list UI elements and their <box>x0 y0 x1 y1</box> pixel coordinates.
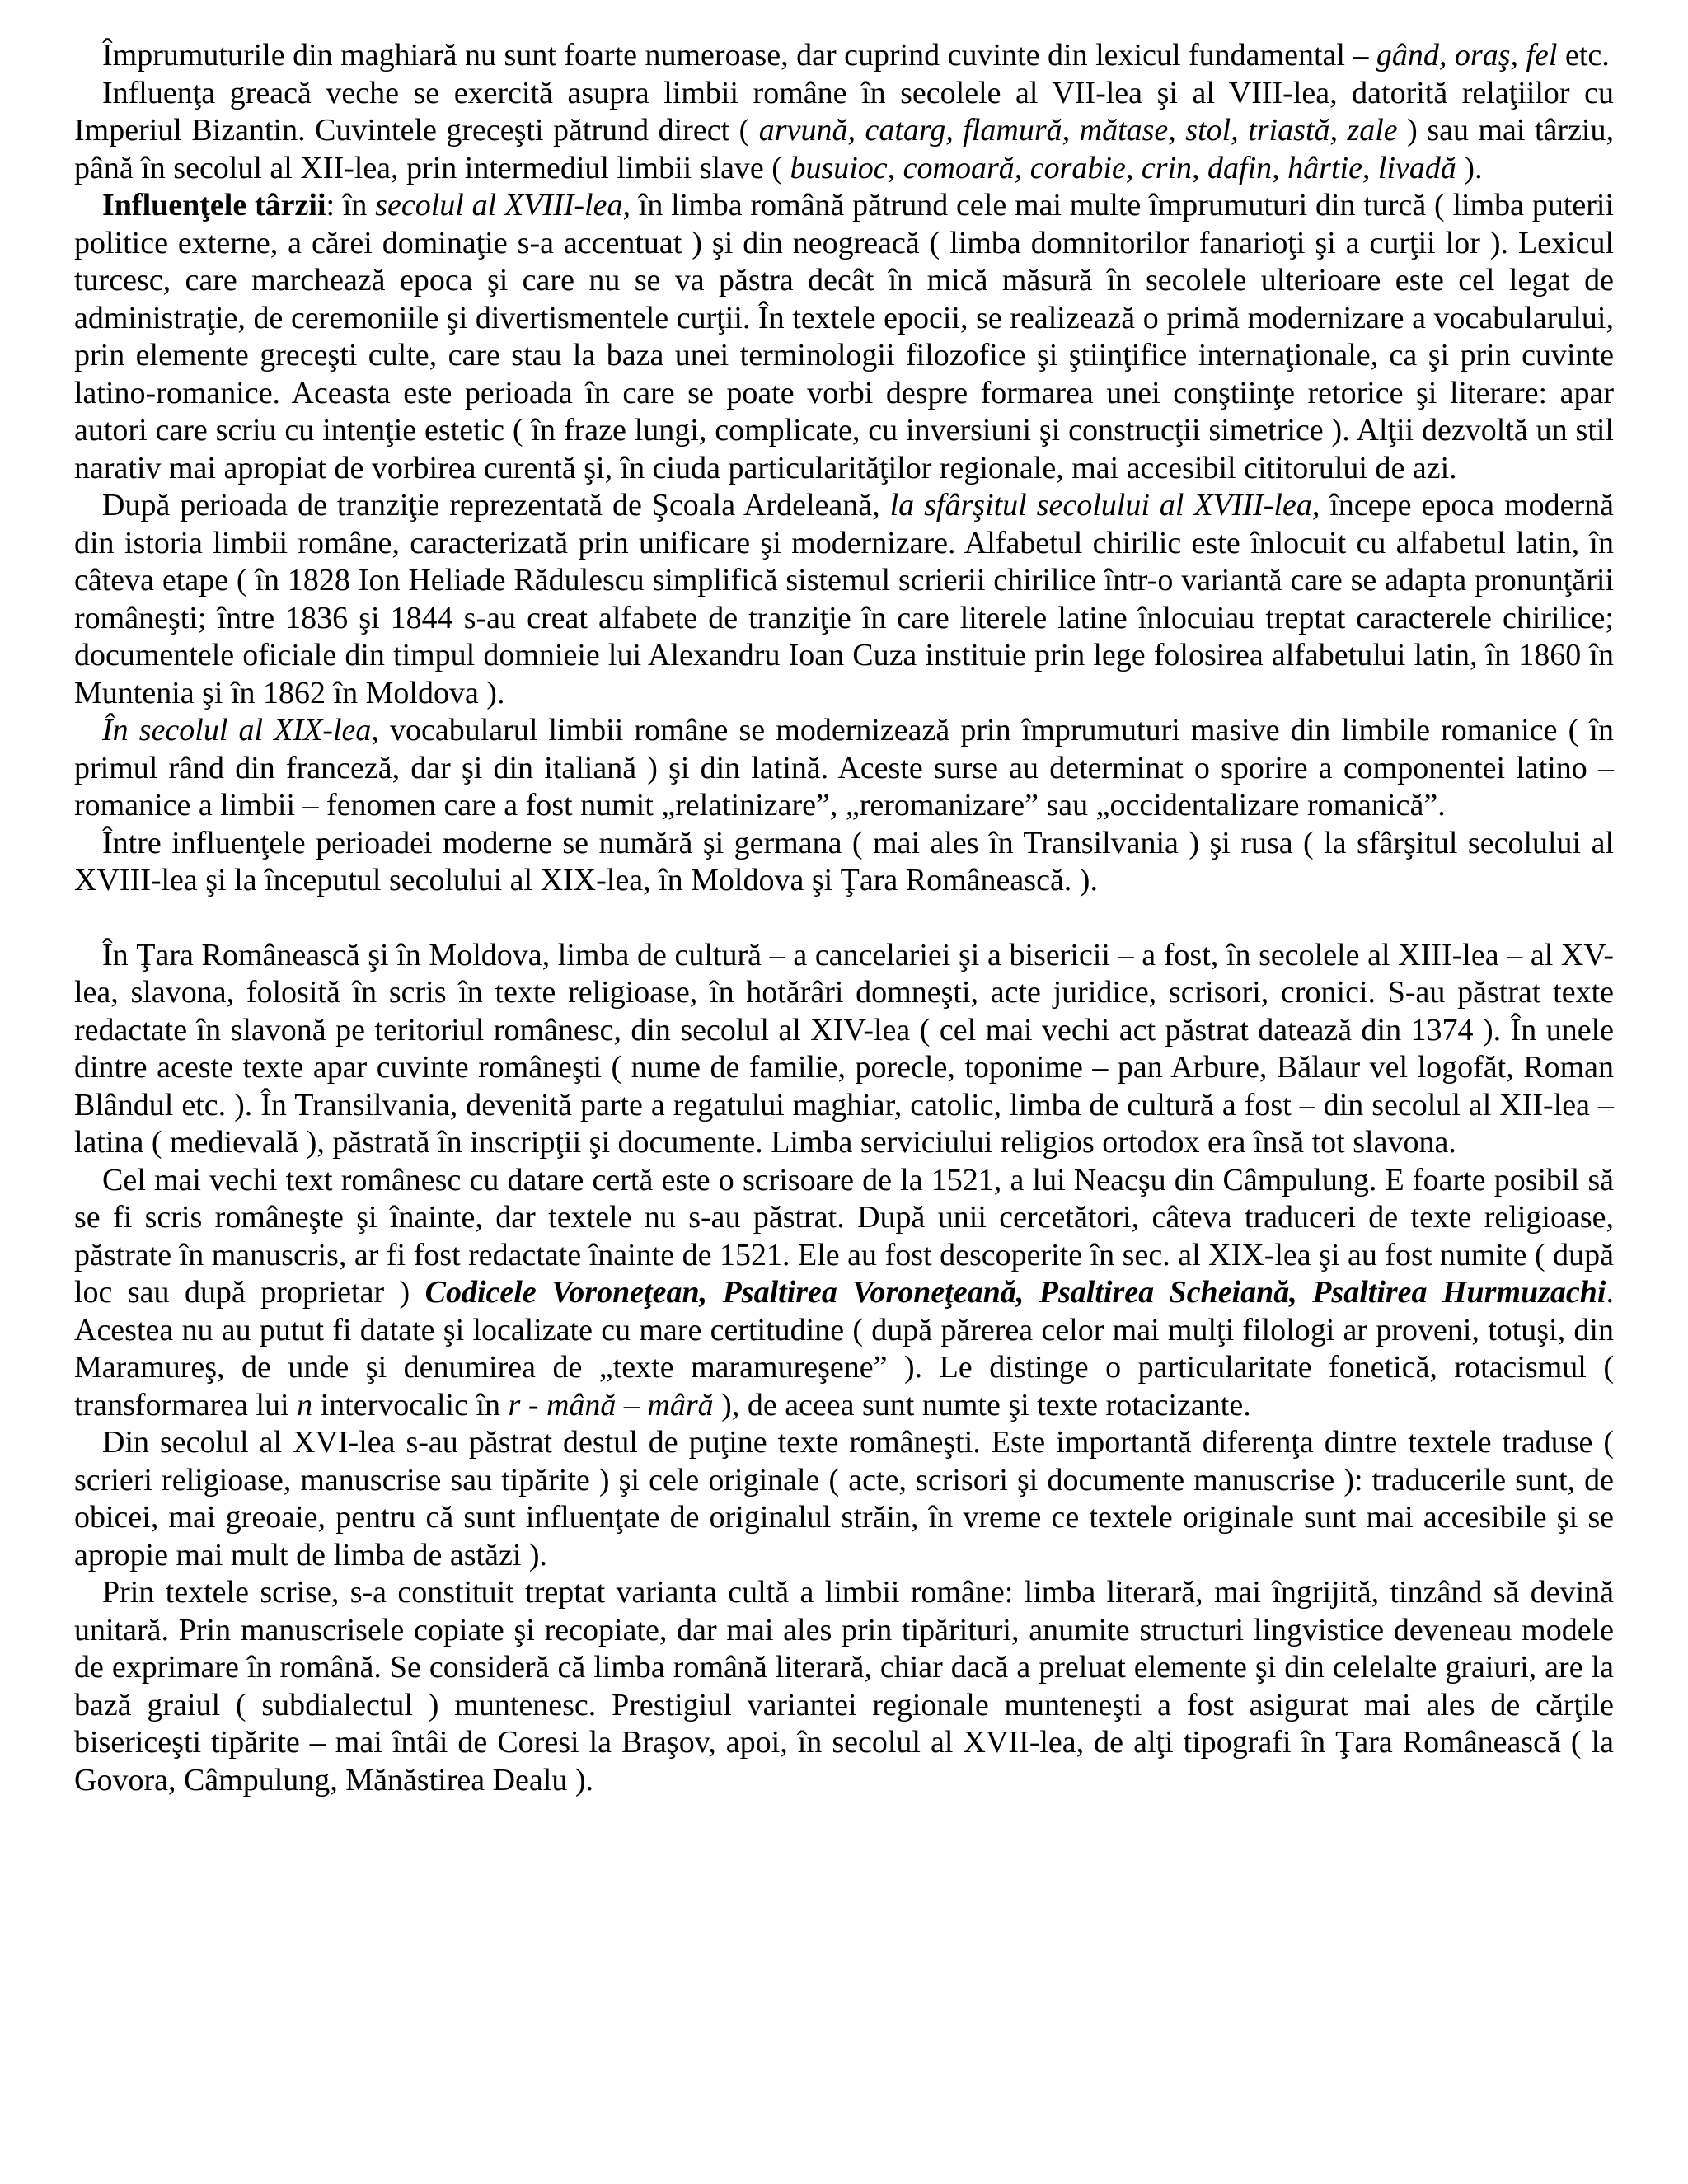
paragraph-varianta-culta <box>74 1574 1614 1799</box>
text-run: Din secolul al XVI-lea s-au păstrat destul de puţine texte româneşti. Este importantă diferenţa dintre textele traduse ( scrieri religioase, manuscrise sau tipărite ) şi cele originale ( acte, scrisori şi documente manuscrise ): traducerile sunt, de obicei, mai greoaie, pentru că sunt influenţate de originalul străin, în vreme ce textele originale sunt mai accesibile şi se apropie mai mult de limba de astăzi ). <box>74 1425 1614 1572</box>
text-run: . Acestea nu au putut fi datate şi localizate cu mare certitudine ( după părerea celor mai mulţi filologi ar proveni, totuşi, din Maramureş, de unde şi denumirea de „texte maramureşene” ). Le distinge o particularitate fonetică, rotacismul ( transformarea lui <box>74 1275 1614 1422</box>
text-run: : în <box>326 188 376 223</box>
text-run: Influenţa greacă veche se exercită asupra limbii române în secolele al VII-lea şi al VIII-lea, datorită relaţiilor cu Imperiul Bizantin. Cuvintele greceşti pătrund direct ( <box>74 75 1614 148</box>
paragraph-germana-rusa <box>74 825 1614 900</box>
text-run: Între influenţele perioadei moderne se numără şi germana ( mai ales în Transilvania ) şi rusa ( la sfârşitul secolului al XVIII-lea şi la începutul secolului al XIX-lea, în Moldova şi Ţara Românească. ). <box>74 825 1614 898</box>
text-run: , vocabularul limbii române se modernizează prin împrumuturi masive din limbile romanice ( în primul rând din franceză, dar şi din italiană ) şi din latină. Aceste surse au determinat o sporire a componentei latino – romanice a limbii – fenomen care a fost numit „relatinizare”, „reromanizare” sau „occidentalizare romanică”. <box>74 713 1614 823</box>
paragraph-secolul-xix <box>74 712 1614 825</box>
text-run-italic: gând, oraş, fel <box>1376 38 1558 73</box>
text-run-italic: busuioc, comoară, corabie, crin, dafin, hârtie, livadă <box>790 150 1456 185</box>
text-run-italic: n <box>297 1387 313 1422</box>
text-run-italic: arvună, catarg, flamură, mătase, stol, triastă, zale <box>758 113 1398 148</box>
text-run: ) sau mai târziu, până în secolul al XII-lea, prin intermediul limbii slave ( <box>74 113 1614 185</box>
text-run-italic: secolul al XVIII-lea <box>375 188 623 223</box>
document-page <box>74 37 1614 1799</box>
text-run-bold: Influenţele târzii <box>102 188 326 223</box>
text-run-italic: În secolul al XIX-lea <box>102 713 372 748</box>
text-run: Împrumuturile din maghiară nu sunt foarte numeroase, dar cuprind cuvinte din lexicul fundamental – <box>102 38 1376 73</box>
text-run: Cel mai vechi text românesc cu datare certă este o scrisoare de la 1521, a lui Neacşu din Câmpulung. E foarte posibil să se fi scris româneşte şi înainte, dar textele nu s-au păstrat. După unii cercetători, câteva traduceri de texte religioase, păstrate în manuscris, ar fi fost redactate înainte de 1521. Ele au fost descoperite în sec. al XIX-lea şi au fost numite ( după loc sau după proprietar ) <box>74 1162 1614 1310</box>
text-run: ), de aceea sunt numte şi texte rotacizante. <box>713 1387 1251 1422</box>
paragraph-influente-tarzii <box>74 187 1614 487</box>
paragraph-maghiara <box>74 37 1614 75</box>
text-run: Prin textele scrise, s-a constituit treptat varianta cultă a limbii române: limba literară, mai îngrijită, tinzând să devină unitară. Prin manuscrisele copiate şi recopiate, dar mai ales prin tipărituri, anumite structuri lingvistice deveneau modele de exprimare în română. Se consideră că limba română literară, chiar dacă a preluat elemente şi din celelalte graiuri, are la bază graiul ( subdialectul ) muntenesc. Prestigiul variantei regionale munteneşti a fost asigurat mai ales de cărţile bisericeşti tipărite – mai întâi de Coresi la Braşov, apoi, în secolul al XVII-lea, de alţi tipografi în Ţara Românească ( la Govora, Câmpulung, Mănăstirea Dealu ). <box>74 1575 1614 1797</box>
text-run: intervocalic în <box>312 1387 509 1422</box>
paragraph-secolul-xvi <box>74 1424 1614 1574</box>
text-run-italic: mână – mâră <box>546 1387 714 1422</box>
text-run: , începe epoca modernă din istoria limbii române, caracterizată prin unificare şi modernizare. Alfabetul chirilic este înlocuit cu alfabetul latin, în câteva etape ( în 1828 Ion Heliade Rădulescu simplifică sistemul scrierii chirilice într-o variantă care se adapta pronunţării româneşti; între 1836 şi 1844 s-au creat alfabete de tranziţie în care literele latine înlocuiau treptat caracterele chirilice; documentele oficiale din timpul domnieie lui Alexandru Ioan Cuza instituie prin lege folosirea alfabetului latin, în 1860 în Muntenia şi în 1862 în Moldova ). <box>74 488 1614 710</box>
text-run: După perioada de tranziţie reprezentată de Şcoala Ardeleană, <box>102 488 890 523</box>
text-run-italic: r <box>508 1387 521 1422</box>
text-run: ). <box>1456 150 1483 185</box>
paragraph-slavona <box>74 937 1614 1162</box>
text-run-italic: la sfârşitul secolului al XVIII-lea <box>889 488 1312 523</box>
paragraph-primul-text <box>74 1162 1614 1425</box>
text-run: , în limba română pătrund cele mai multe împrumuturi din turcă ( limba puterii politice externe, a cărei dominaţie s-a accentuat ) şi din neogreacă ( limba domnitorilor fanarioţi şi a curţii lor ). Lexicul turcesc, care marchează epoca şi care nu se va păstra decât în mică măsură în secolele ulterioare este cel legat de administraţie, de ceremoniile şi divertismentele curţii. În textele epocii, se realizează o primă modernizare a vocabularului, prin elemente greceşti culte, care stau la baza unei terminologii filozofice şi ştiinţifice internaţionale, ca şi prin cuvinte latino-romanice. Aceasta este perioada în care se poate vorbi despre formarea unei conştiinţe retorice şi literare: apar autori care scriu cu intenţie estetic ( în fraze lungi, complicate, cu inversiuni şi construcţii simetrice ). Alţii dezvoltă un stil narativ mai apropiat de vorbirea curentă şi, în ciuda particularităţilor regionale, mai accesibil cititorului de azi. <box>74 188 1615 485</box>
text-run: etc. <box>1557 38 1610 73</box>
text-run: - <box>520 1387 546 1422</box>
paragraph-greaca <box>74 75 1614 188</box>
text-run-bold-italic: Codicele Voroneţean, Psaltirea Voroneţeană, Psaltirea Scheiană, Psaltirea Hurmuzachi <box>424 1275 1606 1310</box>
text-run: În Ţara Românească şi în Moldova, limba de cultură – a cancelariei şi a bisericii – a fost, în secolele al XIII-lea – al XV-lea, slavona, folosită în scris în texte religioase, în hotărâri domneşti, acte juridice, scrisori, cronici. S-au păstrat texte redactate în slavonă pe teritoriul românesc, din secolul al XIV-lea ( cel mai vechi act păstrat datează din 1374 ). În unele dintre aceste texte apar cuvinte româneşti ( nume de familie, porecle, toponime – pan Arbure, Bălaur vel logofăt, Roman Blândul etc. ). În Transilvania, devenită parte a regatului maghiar, catolic, limba de cultură a fost – din secolul al XII-lea – latina ( medievală ), păstrată în inscripţii şi documente. Limba serviciului religios ortodox era însă tot slavona. <box>74 937 1614 1160</box>
paragraph-epoca-moderna <box>74 487 1614 712</box>
